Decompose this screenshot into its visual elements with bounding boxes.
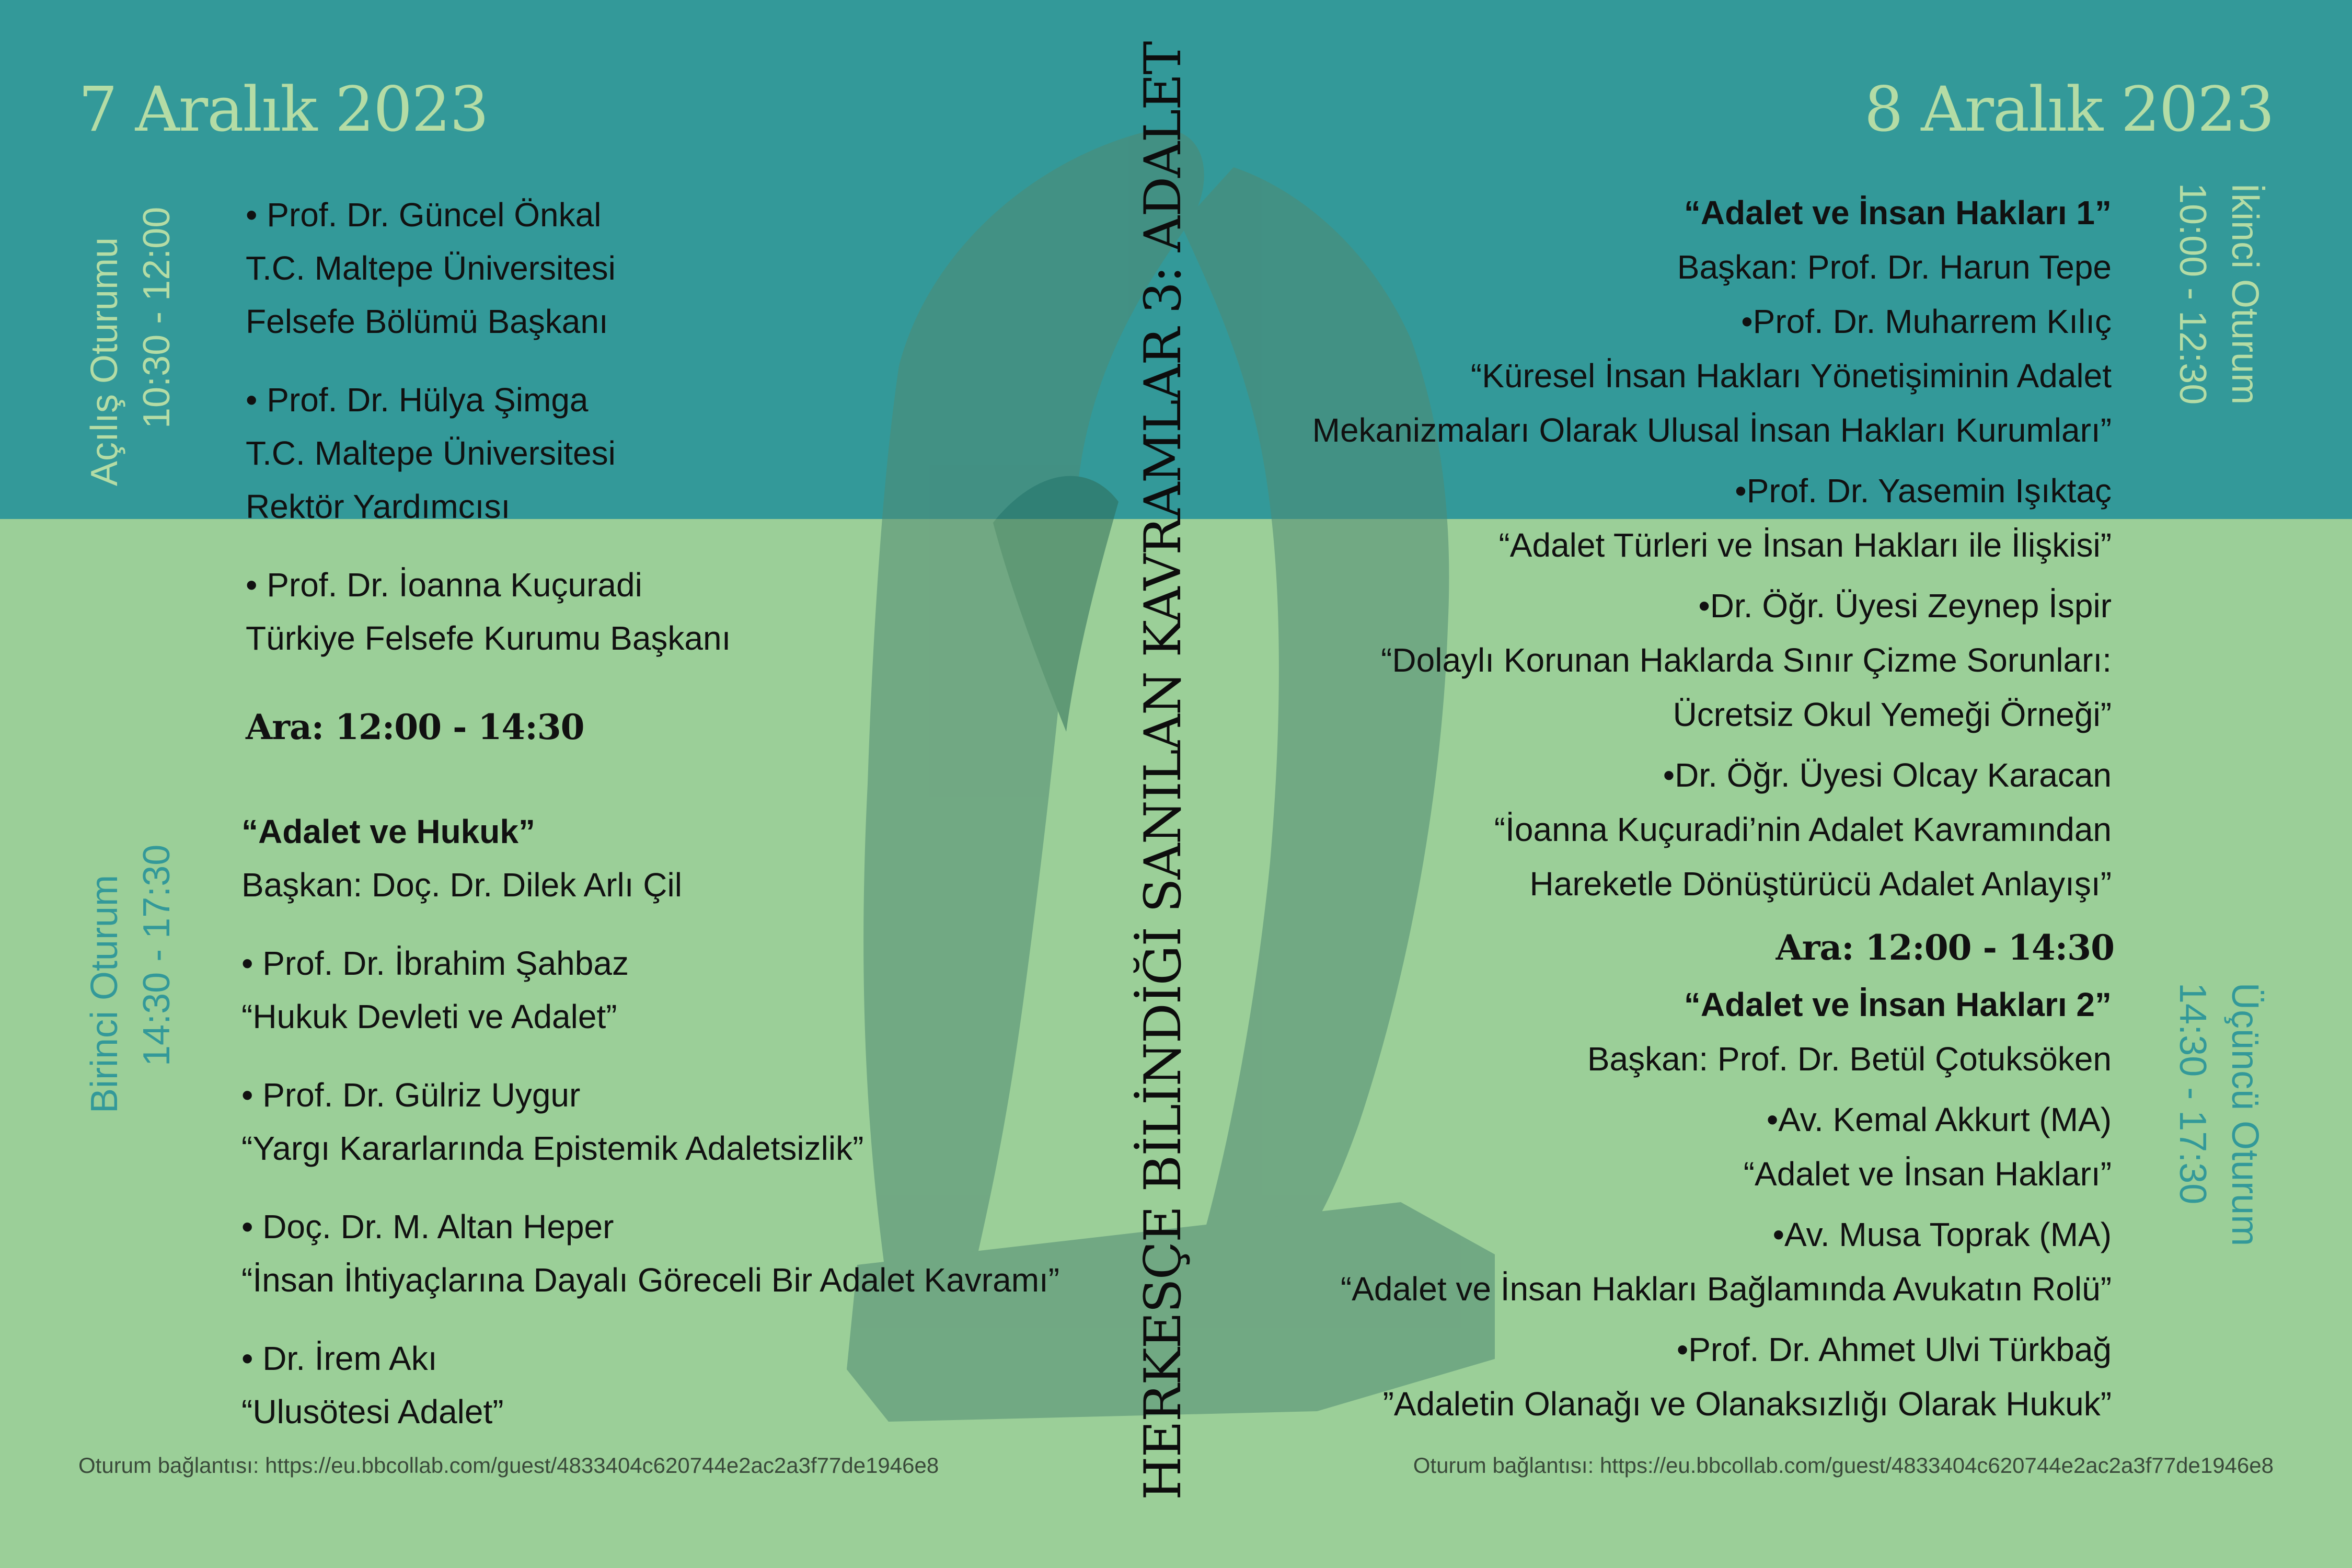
speaker-name: • Prof. Dr. İoanna Kuçuradi (246, 566, 642, 604)
speaker-role: Rektör Yardımcısı (246, 488, 511, 525)
speaker-role: Felsefe Bölümü Başkanı (246, 303, 608, 340)
first-session-time: 14:30 - 17:30 (136, 844, 178, 1066)
talk-title: “Adalet ve İnsan Hakları” (1743, 1155, 2112, 1193)
talk-title: “Adalet ve İnsan Hakları Bağlamında Avukatın Rolü” (1340, 1270, 2112, 1308)
session-topic: “Adalet ve İnsan Hakları 1” (1684, 194, 2112, 232)
talk-speaker: •Prof. Dr. Yasemin Işıktaç (1735, 472, 2112, 510)
talk-speaker: •Dr. Öğr. Üyesi Olcay Karacan (1663, 756, 2112, 794)
second-session-label (2166, 183, 2271, 476)
session-chair: Başkan: Prof. Dr. Betül Çotuksöken (1587, 1040, 2112, 1078)
day1-session-link[interactable]: Oturum bağlantısı: https://eu.bbcollab.com/guest/4833404c620744e2ac2a3f77de1946e8 (78, 1453, 939, 1478)
day2-date: 8 Aralık 2023 (1864, 73, 2274, 145)
talk-title: “Yargı Kararlarında Epistemik Adaletsizlik” (241, 1129, 864, 1167)
third-session-time: 14:30 - 17:30 (2172, 983, 2213, 1205)
talk-speaker: •Prof. Dr. Muharrem Kılıç (1741, 303, 2112, 340)
second-session-name: İkinci Oturum (2224, 183, 2266, 405)
opening-speakers (246, 188, 731, 665)
opening-session-label (78, 183, 183, 486)
session-topic: “Adalet ve Hukuk” (241, 813, 535, 850)
talk-title: “Adalet Türleri ve İnsan Hakları ile İlişkisi” (1498, 526, 2112, 564)
session-chair: Başkan: Doç. Dr. Dilek Arlı Çil (241, 866, 682, 904)
event-title: HERKESÇE BİLİNDİĞİ SANILAN KAVRAMLAR 3: ADALET (1134, 42, 1192, 1500)
talk-title: “İoanna Kuçuradi’nin Adalet Kavramından (1494, 811, 2112, 848)
day1-date: 7 Aralık 2023 (78, 73, 488, 145)
talk-title-cont: Mekanizmaları Olarak Ulusal İnsan Hakları Kurumları” (1312, 411, 2112, 449)
day1-break: Ara: 12:00 - 14:30 (246, 707, 584, 747)
talk-title: “İnsan İhtiyaçlarına Dayalı Göreceli Bir Adalet Kavramı” (241, 1261, 1060, 1299)
second-session-program (1312, 186, 2112, 911)
day2-session-link[interactable]: Oturum bağlantısı: https://eu.bbcollab.com/guest/4833404c620744e2ac2a3f77de1946e8 (1413, 1453, 2274, 1478)
talk-speaker: • Prof. Dr. İbrahim Şahbaz (241, 944, 629, 982)
talk-title-cont: Hareketle Dönüştürücü Adalet Anlayışı” (1529, 865, 2112, 903)
talk-speaker: • Doç. Dr. M. Altan Heper (241, 1208, 614, 1246)
third-session-program (1341, 977, 2112, 1431)
talk-speaker: •Prof. Dr. Ahmet Ulvi Türkbağ (1676, 1331, 2112, 1368)
talk-title: “Küresel İnsan Hakları Yönetişiminin Adalet (1470, 357, 2112, 395)
talk-title: “Hukuk Devleti ve Adalet” (241, 998, 617, 1035)
speaker-name: • Prof. Dr. Hülya Şimga (246, 381, 589, 419)
talk-title: ”Adaletin Olanağı ve Olanaksızlığı Olarak Hukuk” (1382, 1385, 2112, 1423)
session-chair: Başkan: Prof. Dr. Harun Tepe (1677, 248, 2112, 286)
talk-speaker: •Av. Kemal Akkurt (MA) (1766, 1101, 2112, 1138)
speaker-affiliation: T.C. Maltepe Üniversitesi (246, 249, 616, 287)
talk-speaker: •Dr. Öğr. Üyesi Zeynep İspir (1698, 587, 2112, 625)
day2-break: Ara: 12:00 - 14:30 (1775, 927, 2114, 968)
second-session-time: 10:00 - 12:30 (2172, 183, 2213, 405)
opening-session-time: 10:30 - 12:00 (136, 206, 178, 429)
first-session-name: Birinci Oturum (84, 874, 125, 1113)
talk-speaker: •Av. Musa Toprak (MA) (1772, 1216, 2112, 1253)
first-session-program (241, 805, 1059, 1438)
talk-title: “Dolaylı Korunan Haklarda Sınır Çizme Sorunları: (1381, 641, 2112, 679)
speaker-affiliation: Türkiye Felsefe Kurumu Başkanı (246, 619, 731, 657)
first-session-label (78, 810, 183, 1113)
session-topic: “Adalet ve İnsan Hakları 2” (1684, 986, 2112, 1023)
speaker-name: • Prof. Dr. Güncel Önkal (246, 196, 602, 234)
third-session-name: Üçüncü Oturum (2224, 983, 2266, 1247)
talk-title-cont: Ücretsiz Okul Yemeği Örneği” (1673, 696, 2112, 733)
opening-session-name: Açılış Oturumu (84, 237, 125, 486)
talk-title: “Ulusötesi Adalet” (241, 1393, 504, 1431)
talk-speaker: • Dr. İrem Akı (241, 1340, 437, 1377)
third-session-label (2166, 983, 2271, 1307)
talk-speaker: • Prof. Dr. Gülriz Uygur (241, 1076, 581, 1114)
speaker-affiliation: T.C. Maltepe Üniversitesi (246, 434, 616, 472)
